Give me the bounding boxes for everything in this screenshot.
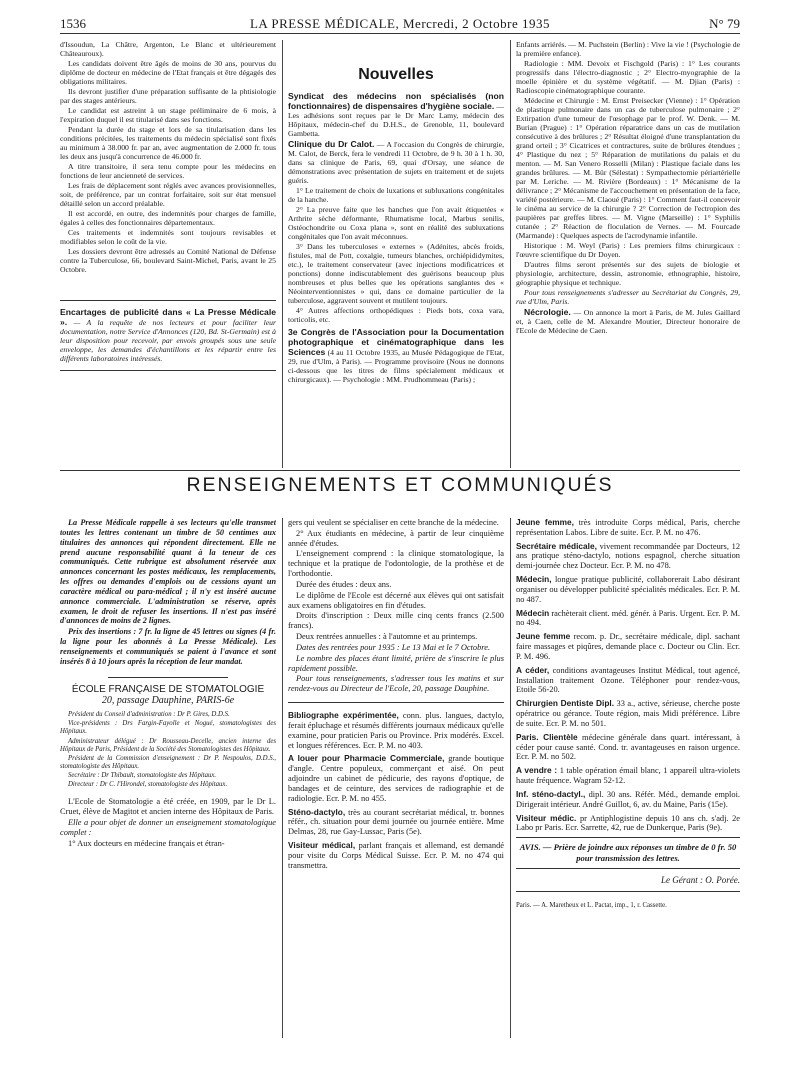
paragraph: Les dossiers devront être adressés au Comité National de Défense contre la Tuberculose, 66, boulevard Saint-Michel, Paris, avant le 25 Octobre. — [60, 247, 276, 274]
divider — [516, 868, 740, 869]
paragraph: Les frais de déplacement sont réglés avec avances provisionnelles, soit, de préférence, par un contrat forfaitaire, soit sur état mensuel détaillé selon un accord préalable. — [60, 181, 276, 208]
classified-ad: Médecin, longue pratique publicité, collaborerait Labo désirant organiser ou développer publicité spécialités médicales. Ecr. P. M. no 487. — [516, 574, 740, 604]
paragraph: Pour tous renseignements, s'adresser tous les matins et sur rendez-vous au Directeur de l'Ecole, 20, passage Dauphine. — [288, 674, 504, 694]
paragraph: Enfants arriérés. — M. Puchstein (Berlin) : Vive la vie ! (Psychologie de la première enfance). — [516, 40, 740, 58]
paragraph: A titre transitoire, il sera tenu compte pour les médecins en fonctions de leur ancienneté de services. — [60, 162, 276, 180]
necrologie: Nécrologie. — On annonce la mort à Paris, de M. Jules Gaillard et, à Caen, celle de M. Alexandre Moutier, Directeur honoraire de l'Ecole de Médecine de Caen. — [516, 307, 740, 336]
rubric-intro: La Presse Médicale rappelle à ses lecteurs qu'elle transmet toutes les lettres contenant un timbre de 50 centimes aux titulaires des annonces qui répondent directement. Elle ne prend aucune responsabilité quant à la teneur de ces communiqués. Cette rubrique est absolument réservée aux annonces concernant les postes médicaux, les remplacements, les offres ou demandes d'emplois ou de cessions ayant un caractère médical ou para-médical ; il n'y est inséré aucune annonce commerciale. L'administration se réserve, après examen, le droit de refuser les insertions. Il n'est pas inséré d'annonces de moins de 2 lignes. — [60, 518, 276, 626]
paragraph: gers qui veulent se spécialiser en cette branche de la médecine. — [288, 518, 499, 527]
paragraph: 2° Aux étudiants en médecine, à partir de leur cinquième année d'études. — [288, 528, 504, 548]
journal-title: LA PRESSE MÉDICALE, Mercredi, 2 Octobre 1935 — [249, 16, 551, 31]
printer-line: Paris. — A. Maretheux et L. Pactat, imp., 1, r. Cassette. — [516, 902, 667, 910]
encartages-text: — A la requête de nos lecteurs et pour faciliter leur documentation, notre Service d'Annonces (120, Bd. St-Germain) est à leur disposition pour recevoir, par envois groupés sous une seule enveloppe, les demandes d'échantillons et les répartir entre les différents laboratoires intéressés. — [60, 318, 276, 364]
staff-line: Secrétaire : Dr Thibault, stomatologiste des Hôpitaux. — [68, 772, 217, 780]
school-staff — [60, 711, 276, 789]
column-divider — [510, 518, 511, 1038]
bottom-middle-column — [288, 518, 504, 1038]
paragraph: L'enseignement comprend : la clinique stomatologique, la technique et la pratique de l'odontologie, de la prothèse et de l'orthodontie. — [288, 549, 504, 579]
staff-line: Président du Conseil d'administration : Dr P. Gires, D.D.S. — [68, 711, 230, 719]
paragraph: D'autres films seront présentés sur des sujets de biologie et physiologie, architecture, dessin, astronomie, ethnographie, histoire, géographie physique et technique. — [516, 260, 740, 287]
gerant-signature: Le Gérant : O. Porée. — [661, 874, 740, 885]
top-right-column — [516, 40, 740, 468]
school-address: 20, passage Dauphine, PARIS-6e — [101, 695, 235, 707]
staff-line: Administrateur délégué : Dr Rousseau-Decelle, ancien interne des Hôpitaux de Paris, Président de la Société des Stomatologistes des Hôpitaux. — [60, 737, 276, 753]
paragraph: Ils devront justifier d'une préparation suffisante de la phtisiologie par des stages antérieurs. — [60, 87, 276, 105]
staff-line: Président de la Commission d'enseignement : Dr P. Nespoulos, D.D.S., stomatologiste des Hôpitaux. — [60, 754, 276, 770]
paragraph: Historique : M. Weyl (Paris) : Les premiers films chirurgicaux : l'œuvre scientifique du Dr Doyen. — [516, 241, 740, 259]
paragraph: Dates des rentrées pour 1935 : Le 13 Mai et le 7 Octobre. — [296, 642, 491, 652]
paragraph: Le candidat est astreint à un stage préliminaire de 6 mois, à l'expiration duquel il est titularisé dans ses fonctions. — [60, 106, 276, 124]
nouvelles-column — [288, 40, 504, 468]
paragraph: Le nombre des places étant limité, prière de s'inscrire le plus rapidement possible. — [288, 653, 504, 673]
divider — [516, 837, 740, 838]
classified-ads — [516, 518, 740, 833]
classified-ad: Jeune femme, très introduite Corps médical, Paris, cherche représentation Labos. Libre de suite. Ecr. P. M. no 476. — [516, 518, 740, 537]
page-header — [60, 16, 740, 34]
top-left-column — [60, 40, 276, 468]
paragraph: Pour tous renseignements s'adresser au Secrétariat du Congrès, 29, rue d'Ulm, Paris. — [516, 288, 740, 306]
staff-line: Vice-présidents : Drs Fargin-Fayolle et Nogué, stomatologistes des Hôpitaux. — [60, 720, 276, 736]
paragraph: Elle a pour objet de donner un enseignement stomatologique complet : — [60, 818, 276, 837]
news-item: 2° La preuve faite que les hanches que l'on avait étiquetées « Arthrite sèche déformante, Rhumatisme local, Marbus senilis, Ostéochondrite ou Coxa plana », sont en réalité des subluxations congénitales que l'on avait méconnues. — [288, 204, 504, 241]
divider — [288, 702, 504, 703]
classified-ads — [288, 711, 504, 870]
bottom-left-column — [60, 518, 276, 1038]
page-number: 1536 — [60, 16, 86, 31]
news-item: Syndicat des médecins non spécialisés (non fonctionnaires) de dispensaires d'hygiène sociale. — Les adhésions sont reçues par le Dr Marc Lamy, médecin des Hôpitaux, médecin-chef du D.H.S., de Grenoble, 11, boulevard Gambetta. — [288, 90, 504, 138]
divider — [108, 677, 228, 678]
avis-notice: AVIS. — Prière de joindre aux réponses un timbre de 0 fr. 50 pour transmission des lettres. — [519, 842, 737, 863]
column-divider — [282, 518, 283, 1038]
classified-ad: Médecin rachèterait client. méd. génér. à Paris. Urgent. Ecr. P. M. no 494. — [516, 607, 740, 628]
classified-ad: Jeune femme recom. p. Dr., secrétaire médicale, dipl. sachant faire massages et piqûres, demande place c. Docteur ou Clin. Ecr. P. M. 496. — [516, 631, 740, 661]
classified-ad: Paris. Clientèle médecine générale dans quart. intéressant, à céder pour cause santé. Cond. tr. avantageuses en raison urgence. Ecr. P. M. no 502. — [516, 731, 740, 762]
encartages-notice — [60, 300, 276, 371]
news-item: 3e Congrès de l'Association pour la Documentation photographique et cinématographique dans les Sciences (4 au 11 Octobre 1935, au Musée Pédagogique de l'Etat, 29, rue d'Ulm, à Paris). — Programme provisoire (Nous ne donnons ci-dessous que les titres de films spécialement médicaux et chirurgicaux). — Psychologie : MM. Prudhommeau (Paris) ; — [288, 326, 504, 384]
paragraph: Pendant la durée du stage et lors de sa titularisation dans les conditions précitées, les traitements du médecin spécialisé sont fixés au minimum à 38.000 fr. par an, avec augmentation de 2.000 fr. tous les deux ans jusqu'à concurrence de 46.000 fr. — [60, 125, 276, 161]
classified-ad: A vendre : 1 table opération émail blanc, 1 appareil ultra-violets haute fréquence. Wagram 52-12. — [516, 765, 740, 786]
paragraph: Droits d'inscription : Deux mille cinq cents francs (2.500 francs). — [288, 611, 504, 631]
staff-line: Directeur : Dr C. l'Hirondel, stomatologiste des Hôpitaux. — [68, 781, 228, 789]
news-item: Clinique du Dr Calot. — A l'occasion du Congrès de chirurgie, M. Calot, de Berck, fera le vendredi 11 Octobre, de 9 h. 30 à 1 h. 30, dans sa clinique de Paris, 69, quai d'Orsay, une séance de démonstrations avec présentation de sujets en traitement et de sujets guéris. — [288, 138, 504, 185]
paragraph: Durée des études : deux ans. — [296, 579, 392, 589]
paragraph: d'Issoudun, La Châtre, Argenton, Le Blanc et ultérieurement Châteauroux). — [60, 40, 276, 58]
classified-ad: Secrétaire médicale, vivement recommandée par Docteurs, 12 ans pratique sténo-dactylo, notions espagnol, cherche situation demi-journée chez Docteur. Ecr. P. M. no 478. — [516, 540, 740, 571]
paragraph: Ces traitements et indemnités sont toujours revisables et modifiables selon le coût de la vie. — [60, 228, 276, 246]
bottom-right-column — [516, 518, 740, 1058]
paragraph: Médecine et Chirurgie : M. Ernst Preisecker (Vienne) : 1° Opération de plastique pulmonaire dans un cas de tuberculose pulmonaire ; 2° Extirpation d'une tumeur de l'œsophage par le prof. W. Denk. — M. Burian (Prague) : 1° Opération réparatrice dans un cas de mutilation consécutive à des brûlures ; 2° Résultat éloigné d'une transplantation du grand orteil ; 3° Cicatrices et contractures, suite de brûlures étendues ; 4° Plastique du nez ; 5° Réparation de mutilations du palais et du menton. — M. San Venero Rosselli (Milan) : Plastique faciale dans les grandes brûlures. — M. Bür (Sélestat) : Sympathectomie périartérielle par M. Leriche. — M. Rivière (Bordeaux) : 1° Mécanisme de la délivrance ; 2° Mécanisme de l'accouchement en présentation de la face, variété postérieure. — M. Claoué (Paris) : 1° Comment faut-il concevoir le cinéma au service de la chirurgie ? 2° Correction de l'ectropion des paupières par greffes libres. — M. Vigne (Marseille) : 1° Syphilis cutanée ; 2° Réaction de floculation de Vernes. — M. Fourcade (Marmande) : Quelques aspects de l'acrodynamie infantile. — [516, 96, 740, 240]
classified-ad: Inf. sténo-dactyl., dipl. 30 ans. Référ. Méd., demande emploi. Dirigerait intérieur. André Guillot, 6, av. du Maine, Paris (15e). — [516, 788, 740, 809]
issue-number: N° 79 — [709, 16, 740, 31]
school-heading — [60, 684, 276, 707]
section-divider — [60, 470, 740, 471]
paragraph: Radiologie : MM. Devoix et Fischgold (Paris) : 1° Les courants progressifs dans l'électro-diagnostic ; 2° Electro-myographie de la moelle épinière et du système végétatif. — M. Djian (Paris) : Radioscopie cinématographique courante. — [516, 59, 740, 95]
news-item: 4° Autres affections orthopédiques : Pieds bots, coxa vara, torticolis, etc. — [288, 305, 504, 324]
classified-ad: Sténo-dactylo, très au courant secrétariat médical, tr. bonnes référ., ch. situation pour demi journée ou journée entière. Mme Delmas, 28, rue Gay-Lussac, Paris (5e). — [288, 806, 504, 837]
classified-ad: Visiteur médic. pr Antiphlogistine depuis 10 ans ch. s'adj. 2e Labo pr Paris. Ecr. Sarrette, 42, rue de Dunkerque, Paris (9e). — [516, 812, 740, 833]
news-item: 1° Le traitement de choix de luxations et subluxations congénitales de la hanche. — [288, 185, 504, 204]
news-item: 3° Dans les tuberculoses « externes » (Adénites, abcès froids, fistules, mal de Pott, coxalgie, tumeurs blanches, orchiépididymites, etc.), le traitement conservateur (avec injections modificatrices et ponctions) donne indiscutablement des guérisons beaucoup plus nombreuses et plus belles que les opérations sanglantes des « Néointerventionnistes » qui, dans ce domaine particulier de la tuberculose, aggravent souvent et mutilent toujours. — [288, 241, 504, 305]
paragraph: Deux rentrées annuelles : à l'automne et au printemps. — [296, 632, 478, 642]
nouvelles-heading: Nouvelles — [358, 66, 434, 83]
classified-ad: A louer pour Pharmacie Commerciale, grande boutique d'angle. Centre populeux, commerçant et aisé. On peut adjoindre un cabinet de pédicurie, des rayons d'optique, de bandages et de ceinture, des services de radiographie et de radiologie. Ecr. P. M. no 455. — [288, 753, 504, 803]
classified-ad: Chirurgien Dentiste Dipl. 33 a., active, sérieuse, cherche poste opératrice ou gérance. Toute région, mais Midi préférence. Libre de suite. Ecr. P. M. no 501. — [516, 698, 740, 728]
paragraph: Il est accordé, en outre, des indemnités pour charges de famille, égales à celles des fonctionnaires départementaux. — [60, 209, 276, 227]
divider — [516, 891, 740, 892]
classified-ad: A céder, conditions avantageuses Institut Médical, tout agencé, Installation traitement Ozone. Téléphoner pour rendez-vous, Etoile 56-20. — [516, 664, 740, 695]
classified-ad: Visiteur médical, parlant français et allemand, est demandé pour visite du Corps Médical Suisse. Ecr. P. M. no 474 qui transmettra. — [288, 840, 504, 870]
section-banner: RENSEIGNEMENTS ET COMMUNIQUÉS — [186, 474, 614, 496]
paragraph: L'Ecole de Stomatologie a été créée, en 1909, par le Dr L. Cruet, élève de Magitot et ancien interne des Hôpitaux de Paris. — [60, 797, 276, 817]
paragraph: 1° Aux docteurs en médecine français et étran- — [68, 838, 225, 848]
paragraph: Le diplôme de l'Ecole est décerné aux élèves qui ont satisfait aux examens obligatoires en fin d'études. — [288, 590, 504, 610]
column-divider — [282, 40, 283, 468]
column-divider — [510, 40, 511, 468]
paragraph: Les candidats doivent être âgés de moins de 30 ans, pourvus du diplôme de docteur en médecine de l'Etat français et être dégagés des obligations militaires. — [60, 59, 276, 86]
classified-ad: Bibliographe expérimentée, conn. plus. langues, dactylo, ferait épluchage et résumés différents journaux médicaux qu'elle examine, pour praticien Paris ou Province. Prix modérés. Excel. et longues références. Ecr. P. M. no 403. — [288, 710, 504, 750]
school-name: ÉCOLE FRANÇAISE DE STOMATOLOGIE — [71, 683, 265, 695]
encartages-title: Encartages de publicité dans « La Presse Médicale ». — [60, 307, 276, 328]
rubric-prices: Prix des insertions : 7 fr. la ligne de 45 lettres ou signes (4 fr. la ligne pour les abonnés à La Presse Médicale). Les renseignements et communiqués se paient à l'avance et sont insérés 8 à 10 jours après la réception de leur mandat. — [60, 627, 276, 666]
